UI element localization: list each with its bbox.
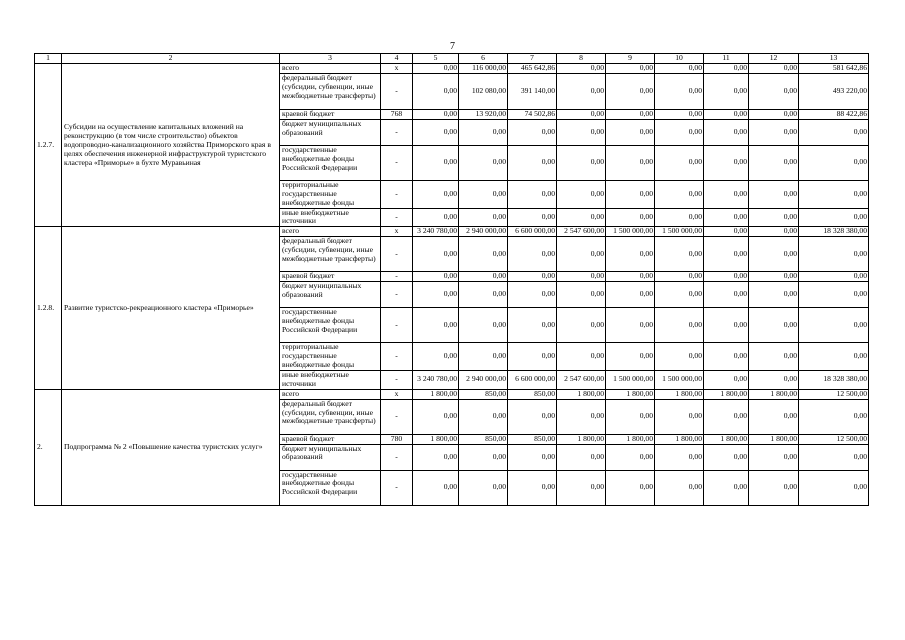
amount-cell: 18 328 380,00 [799,370,869,389]
amount-cell: 1 500 000,00 [606,370,655,389]
amount-cell: 0,00 [413,308,459,343]
funding-source: государственные внебюджетные фонды Российской Федерации [280,470,381,505]
column-header: 7 [508,54,557,64]
amount-cell: 0,00 [508,343,557,371]
amount-cell: 0,00 [749,343,799,371]
amount-cell: 1 800,00 [655,389,704,399]
amount-cell: 0,00 [655,343,704,371]
amount-cell: 13 920,00 [459,109,508,119]
amount-cell: 0,00 [557,343,606,371]
amount-cell: 0,00 [655,73,704,109]
amount-cell: 0,00 [413,237,459,272]
amount-cell: 0,00 [606,109,655,119]
amount-cell: 0,00 [557,119,606,145]
column-header: 9 [606,54,655,64]
amount-cell: 0,00 [749,119,799,145]
amount-cell: 0,00 [749,444,799,470]
header-row [35,54,869,64]
column-4-value: - [381,73,413,109]
column-header: 12 [749,54,799,64]
amount-cell: 1 800,00 [606,389,655,399]
amount-cell: 0,00 [459,308,508,343]
amount-cell: 0,00 [508,237,557,272]
amount-cell: 88 422,86 [799,109,869,119]
amount-cell: 0,00 [413,444,459,470]
item-code: 1.2.8. [35,227,62,389]
amount-cell: 0,00 [799,208,869,227]
amount-cell: 0,00 [704,444,749,470]
amount-cell: 0,00 [459,282,508,308]
amount-cell: 0,00 [799,308,869,343]
amount-cell: 0,00 [704,145,749,180]
item-name: Развитие туристско-рекреационного кластера «Приморье» [62,227,280,389]
column-header: 5 [413,54,459,64]
amount-cell: 0,00 [557,282,606,308]
amount-cell: 1 800,00 [557,434,606,444]
funding-source: федеральный бюджет (субсидии, субвенции, иные межбюджетные трансферты) [280,73,381,109]
amount-cell: 12 500,00 [799,389,869,399]
amount-cell: 0,00 [704,64,749,74]
amount-cell: 0,00 [557,470,606,505]
column-4-value: - [381,119,413,145]
column-header: 3 [280,54,381,64]
column-4-value: - [381,444,413,470]
column-header: 10 [655,54,704,64]
funding-source: территориальные государственные внебюджетные фонды [280,343,381,371]
amount-cell: 0,00 [749,308,799,343]
amount-cell: 0,00 [799,119,869,145]
amount-cell: 0,00 [655,237,704,272]
funding-source: краевой бюджет [280,434,381,444]
amount-cell: 1 800,00 [749,389,799,399]
amount-cell: 0,00 [413,145,459,180]
amount-cell: 1 800,00 [413,389,459,399]
amount-cell: 0,00 [799,145,869,180]
amount-cell: 0,00 [413,208,459,227]
amount-cell: 0,00 [749,399,799,434]
amount-cell: 0,00 [413,109,459,119]
amount-cell: 0,00 [413,272,459,282]
amount-cell: 0,00 [655,64,704,74]
amount-cell: 0,00 [606,73,655,109]
amount-cell: 0,00 [749,272,799,282]
amount-cell: 0,00 [557,237,606,272]
amount-cell: 0,00 [459,343,508,371]
amount-cell: 74 502,86 [508,109,557,119]
amount-cell: 0,00 [704,343,749,371]
column-header: 2 [62,54,280,64]
table-row [35,64,869,74]
column-4-value: x [381,389,413,399]
amount-cell: 0,00 [704,470,749,505]
funding-source: федеральный бюджет (субсидии, субвенции, иные межбюджетные трансферты) [280,237,381,272]
amount-cell: 0,00 [508,208,557,227]
amount-cell: 2 940 000,00 [459,227,508,237]
amount-cell: 0,00 [799,272,869,282]
amount-cell: 1 800,00 [704,389,749,399]
amount-cell: 0,00 [557,180,606,208]
funding-source: федеральный бюджет (субсидии, субвенции, иные межбюджетные трансферты) [280,399,381,434]
amount-cell: 0,00 [413,399,459,434]
amount-cell: 0,00 [606,119,655,145]
amount-cell: 6 600 000,00 [508,227,557,237]
funding-source: краевой бюджет [280,272,381,282]
column-4-value: - [381,180,413,208]
amount-cell: 0,00 [799,237,869,272]
amount-cell: 0,00 [655,470,704,505]
amount-cell: 1 800,00 [557,389,606,399]
column-header: 1 [35,54,62,64]
amount-cell: 0,00 [557,444,606,470]
amount-cell: 0,00 [704,227,749,237]
column-4-value: - [381,308,413,343]
amount-cell: 0,00 [749,282,799,308]
funding-source: иные внебюджетные источники [280,370,381,389]
amount-cell: 0,00 [508,282,557,308]
amount-cell: 581 642,86 [799,64,869,74]
amount-cell: 0,00 [606,64,655,74]
amount-cell: 0,00 [749,470,799,505]
amount-cell: 12 500,00 [799,434,869,444]
funding-source: территориальные государственные внебюджетные фонды [280,180,381,208]
amount-cell: 0,00 [459,180,508,208]
amount-cell: 850,00 [508,434,557,444]
amount-cell: 0,00 [704,308,749,343]
amount-cell: 0,00 [459,145,508,180]
item-name: Подпрограмма № 2 «Повышение качества туристских услуг» [62,389,280,505]
amount-cell: 0,00 [749,208,799,227]
amount-cell: 0,00 [749,237,799,272]
funding-source: бюджет муниципальных образований [280,119,381,145]
amount-cell: 0,00 [749,145,799,180]
amount-cell: 850,00 [459,434,508,444]
amount-cell: 1 800,00 [749,434,799,444]
amount-cell: 102 080,00 [459,73,508,109]
amount-cell: 0,00 [606,282,655,308]
column-header: 6 [459,54,508,64]
amount-cell: 0,00 [704,237,749,272]
amount-cell: 0,00 [704,272,749,282]
amount-cell: 0,00 [557,109,606,119]
amount-cell: 0,00 [704,180,749,208]
column-4-value: - [381,399,413,434]
amount-cell: 391 140,00 [508,73,557,109]
amount-cell: 0,00 [655,180,704,208]
funding-source: краевой бюджет [280,109,381,119]
amount-cell: 0,00 [508,470,557,505]
table-row [35,227,869,237]
column-4-value: - [381,272,413,282]
amount-cell: 0,00 [749,180,799,208]
amount-cell: 0,00 [606,470,655,505]
funding-source: бюджет муниципальных образований [280,282,381,308]
funding-source: государственные внебюджетные фонды Российской Федерации [280,145,381,180]
amount-cell: 0,00 [799,470,869,505]
amount-cell: 0,00 [606,237,655,272]
amount-cell: 0,00 [749,227,799,237]
item-name: Субсидии на осуществление капитальных вложений на реконструкцию (в том числе строительство) объектов водопроводно-канализационного хозяйства Приморского края в целях обеспечения инженерной инфраструктурой туристского кластера «Приморье» в бухте Муравьиная [62,64,280,227]
amount-cell: 0,00 [799,282,869,308]
column-header: 8 [557,54,606,64]
amount-cell: 0,00 [606,308,655,343]
funding-source: государственные внебюджетные фонды Российской Федерации [280,308,381,343]
amount-cell: 1 800,00 [704,434,749,444]
amount-cell: 850,00 [508,389,557,399]
amount-cell: 0,00 [655,308,704,343]
amount-cell: 0,00 [508,272,557,282]
amount-cell: 0,00 [557,145,606,180]
amount-cell: 0,00 [799,444,869,470]
budget-table [34,53,869,506]
amount-cell: 0,00 [655,208,704,227]
amount-cell: 0,00 [413,343,459,371]
column-4-value: 768 [381,109,413,119]
funding-source: всего [280,227,381,237]
column-4-value: - [381,145,413,180]
amount-cell: 0,00 [459,399,508,434]
amount-cell: 0,00 [508,444,557,470]
amount-cell: 0,00 [749,370,799,389]
amount-cell: 0,00 [606,145,655,180]
amount-cell: 0,00 [749,73,799,109]
amount-cell: 0,00 [557,208,606,227]
amount-cell: 116 000,00 [459,64,508,74]
amount-cell: 0,00 [606,343,655,371]
amount-cell: 0,00 [799,343,869,371]
amount-cell: 465 642,86 [508,64,557,74]
column-4-value: - [381,237,413,272]
amount-cell: 850,00 [459,389,508,399]
amount-cell: 0,00 [704,370,749,389]
amount-cell: 0,00 [459,470,508,505]
amount-cell: 1 500 000,00 [606,227,655,237]
amount-cell: 0,00 [508,399,557,434]
column-4-value: - [381,470,413,505]
amount-cell: 1 800,00 [606,434,655,444]
amount-cell: 0,00 [459,119,508,145]
amount-cell: 0,00 [704,73,749,109]
amount-cell: 0,00 [606,272,655,282]
amount-cell: 0,00 [655,119,704,145]
amount-cell: 493 220,00 [799,73,869,109]
amount-cell: 1 500 000,00 [655,227,704,237]
amount-cell: 0,00 [606,180,655,208]
amount-cell: 2 547 600,00 [557,370,606,389]
column-4-value: x [381,64,413,74]
amount-cell: 0,00 [655,145,704,180]
amount-cell: 0,00 [606,399,655,434]
amount-cell: 3 240 780,00 [413,370,459,389]
amount-cell: 0,00 [413,180,459,208]
table-row [35,389,869,399]
amount-cell: 1 800,00 [413,434,459,444]
page-number: 7 [450,41,455,52]
amount-cell: 0,00 [704,109,749,119]
column-4-value: - [381,208,413,227]
amount-cell: 0,00 [413,470,459,505]
amount-cell: 0,00 [459,272,508,282]
amount-cell: 1 800,00 [655,434,704,444]
amount-cell: 0,00 [413,73,459,109]
amount-cell: 0,00 [557,308,606,343]
amount-cell: 3 240 780,00 [413,227,459,237]
amount-cell: 0,00 [508,145,557,180]
amount-cell: 6 600 000,00 [508,370,557,389]
amount-cell: 0,00 [413,282,459,308]
amount-cell: 0,00 [799,180,869,208]
amount-cell: 0,00 [749,64,799,74]
amount-cell: 18 328 380,00 [799,227,869,237]
amount-cell: 0,00 [508,180,557,208]
amount-cell: 0,00 [655,399,704,434]
amount-cell: 0,00 [557,73,606,109]
column-header: 4 [381,54,413,64]
amount-cell: 0,00 [704,208,749,227]
amount-cell: 0,00 [557,64,606,74]
amount-cell: 0,00 [655,282,704,308]
funding-source: всего [280,389,381,399]
amount-cell: 0,00 [459,237,508,272]
amount-cell: 0,00 [704,119,749,145]
amount-cell: 2 547 600,00 [557,227,606,237]
amount-cell: 0,00 [413,119,459,145]
amount-cell: 2 940 000,00 [459,370,508,389]
column-4-value: - [381,343,413,371]
column-4-value: - [381,282,413,308]
amount-cell: 0,00 [459,208,508,227]
amount-cell: 0,00 [557,399,606,434]
column-4-value: - [381,370,413,389]
amount-cell: 0,00 [704,282,749,308]
amount-cell: 0,00 [557,272,606,282]
amount-cell: 0,00 [655,444,704,470]
amount-cell: 0,00 [655,109,704,119]
amount-cell: 1 500 000,00 [655,370,704,389]
amount-cell: 0,00 [606,444,655,470]
amount-cell: 0,00 [606,208,655,227]
amount-cell: 0,00 [413,64,459,74]
item-code: 1.2.7. [35,64,62,227]
funding-source: всего [280,64,381,74]
amount-cell: 0,00 [704,399,749,434]
column-4-value: 780 [381,434,413,444]
item-code: 2. [35,389,62,505]
column-header: 13 [799,54,869,64]
amount-cell: 0,00 [508,119,557,145]
funding-source: иные внебюджетные источники [280,208,381,227]
amount-cell: 0,00 [459,444,508,470]
amount-cell: 0,00 [799,399,869,434]
column-header: 11 [704,54,749,64]
amount-cell: 0,00 [749,109,799,119]
amount-cell: 0,00 [655,272,704,282]
funding-source: бюджет муниципальных образований [280,444,381,470]
amount-cell: 0,00 [508,308,557,343]
column-4-value: x [381,227,413,237]
